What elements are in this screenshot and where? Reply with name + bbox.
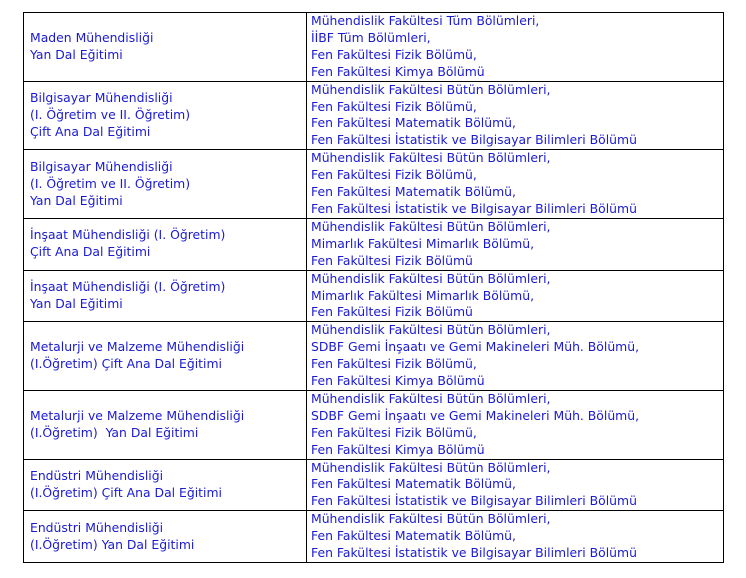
department-line: Fen Fakültesi Fizik Bölümü	[311, 304, 473, 320]
program-line: Maden Mühendisliği	[30, 29, 154, 45]
program-line: Çift Ana Dal Eğitimi	[30, 123, 151, 139]
department-line: Fen Fakültesi İstatistik ve Bilgisayar Bilimleri Bölümü	[311, 200, 637, 216]
program-cell	[24, 218, 307, 270]
program-line: (I.Öğretim) Yan Dal Eğitimi	[30, 424, 199, 440]
program-line: Metalurji ve Malzeme Mühendisliği	[30, 339, 245, 355]
table-row	[24, 13, 724, 82]
program-line: (I.Öğretim) Çift Ana Dal Eğitimi	[30, 484, 222, 500]
departments-cell	[307, 13, 724, 82]
departments-cell	[307, 150, 724, 219]
program-cell	[24, 150, 307, 219]
department-line: Fen Fakültesi Fizik Bölümü,	[311, 167, 477, 183]
program-cell	[24, 81, 307, 150]
program-line: Endüstri Mühendisliği	[30, 519, 164, 535]
program-cell	[24, 390, 307, 459]
department-line: Fen Fakültesi Kimya Bölümü	[311, 373, 485, 389]
program-line: Endüstri Mühendisliği	[30, 468, 164, 484]
department-line: İİBF Tüm Bölümleri,	[311, 29, 431, 45]
department-line: SDBF Gemi İnşaatı ve Gemi Makineleri Müh. Bölümü,	[311, 339, 640, 355]
department-line: Mühendislik Fakültesi Bütün Bölümleri,	[311, 218, 551, 234]
program-line: Bilgisayar Mühendisliği	[30, 158, 173, 174]
department-line: Fen Fakültesi Fizik Bölümü,	[311, 46, 477, 62]
department-line: Mühendislik Fakültesi Bütün Bölümleri,	[311, 459, 551, 475]
programs-table	[23, 12, 724, 563]
table-row	[24, 390, 724, 459]
program-cell	[24, 322, 307, 391]
departments-cell	[307, 390, 724, 459]
department-line: Mühendislik Fakültesi Bütün Bölümleri,	[311, 511, 551, 527]
department-line: Mühendislik Fakültesi Bütün Bölümleri,	[311, 81, 551, 97]
program-line: Metalurji ve Malzeme Mühendisliği	[30, 407, 245, 423]
program-line: Yan Dal Eğitimi	[30, 46, 123, 62]
department-line: Mimarlık Fakültesi Mimarlık Bölümü,	[311, 287, 535, 303]
table-row	[24, 322, 724, 391]
departments-cell	[307, 459, 724, 511]
department-line: Fen Fakültesi İstatistik ve Bilgisayar Bilimleri Bölümü	[311, 545, 637, 561]
table-row	[24, 218, 724, 270]
program-line: Yan Dal Eğitimi	[30, 192, 123, 208]
department-line: Fen Fakültesi Kimya Bölümü	[311, 63, 485, 79]
departments-cell	[307, 218, 724, 270]
program-line: Yan Dal Eğitimi	[30, 295, 123, 311]
program-line: Bilgisayar Mühendisliği	[30, 90, 173, 106]
department-line: Fen Fakültesi Matematik Bölümü,	[311, 528, 516, 544]
department-line: Fen Fakültesi Fizik Bölümü,	[311, 356, 477, 372]
department-line: Mühendislik Fakültesi Bütün Bölümleri,	[311, 322, 551, 338]
table-row	[24, 270, 724, 322]
department-line: Mimarlık Fakültesi Mimarlık Bölümü,	[311, 235, 535, 251]
table-row	[24, 81, 724, 150]
program-line: (I.Öğretim) Yan Dal Eğitimi	[30, 536, 195, 552]
department-line: Fen Fakültesi Kimya Bölümü	[311, 441, 485, 457]
program-cell	[24, 13, 307, 82]
program-line: İnşaat Mühendisliği (I. Öğretim)	[30, 227, 226, 243]
department-line: Fen Fakültesi Fizik Bölümü,	[311, 424, 477, 440]
department-line: Fen Fakültesi İstatistik ve Bilgisayar Bilimleri Bölümü	[311, 132, 637, 148]
department-line: Fen Fakültesi Matematik Bölümü,	[311, 115, 516, 131]
departments-cell	[307, 511, 724, 563]
departments-cell	[307, 270, 724, 322]
departments-cell	[307, 322, 724, 391]
department-line: SDBF Gemi İnşaatı ve Gemi Makineleri Müh. Bölümü,	[311, 407, 640, 423]
department-line: Fen Fakültesi Fizik Bölümü	[311, 252, 473, 268]
program-line: (I. Öğretim ve II. Öğretim)	[30, 175, 191, 191]
department-line: Mühendislik Fakültesi Tüm Bölümleri,	[311, 13, 540, 28]
department-line: Mühendislik Fakültesi Bütün Bölümleri,	[311, 150, 551, 166]
program-cell	[24, 459, 307, 511]
program-cell	[24, 270, 307, 322]
departments-cell	[307, 81, 724, 150]
table-row	[24, 511, 724, 563]
department-line: Fen Fakültesi Matematik Bölümü,	[311, 476, 516, 492]
program-line: (I.Öğretim) Çift Ana Dal Eğitimi	[30, 356, 222, 372]
program-line: (I. Öğretim ve II. Öğretim)	[30, 106, 191, 122]
department-line: Fen Fakültesi Fizik Bölümü,	[311, 98, 477, 114]
program-cell	[24, 511, 307, 563]
department-line: Fen Fakültesi Matematik Bölümü,	[311, 184, 516, 200]
program-line: İnşaat Mühendisliği (I. Öğretim)	[30, 279, 226, 295]
program-line: Çift Ana Dal Eğitimi	[30, 244, 151, 260]
department-line: Mühendislik Fakültesi Bütün Bölümleri,	[311, 390, 551, 406]
table-row	[24, 150, 724, 219]
department-line: Fen Fakültesi İstatistik ve Bilgisayar Bilimleri Bölümü	[311, 493, 637, 509]
table-row	[24, 459, 724, 511]
department-line: Mühendislik Fakültesi Bütün Bölümleri,	[311, 270, 551, 286]
